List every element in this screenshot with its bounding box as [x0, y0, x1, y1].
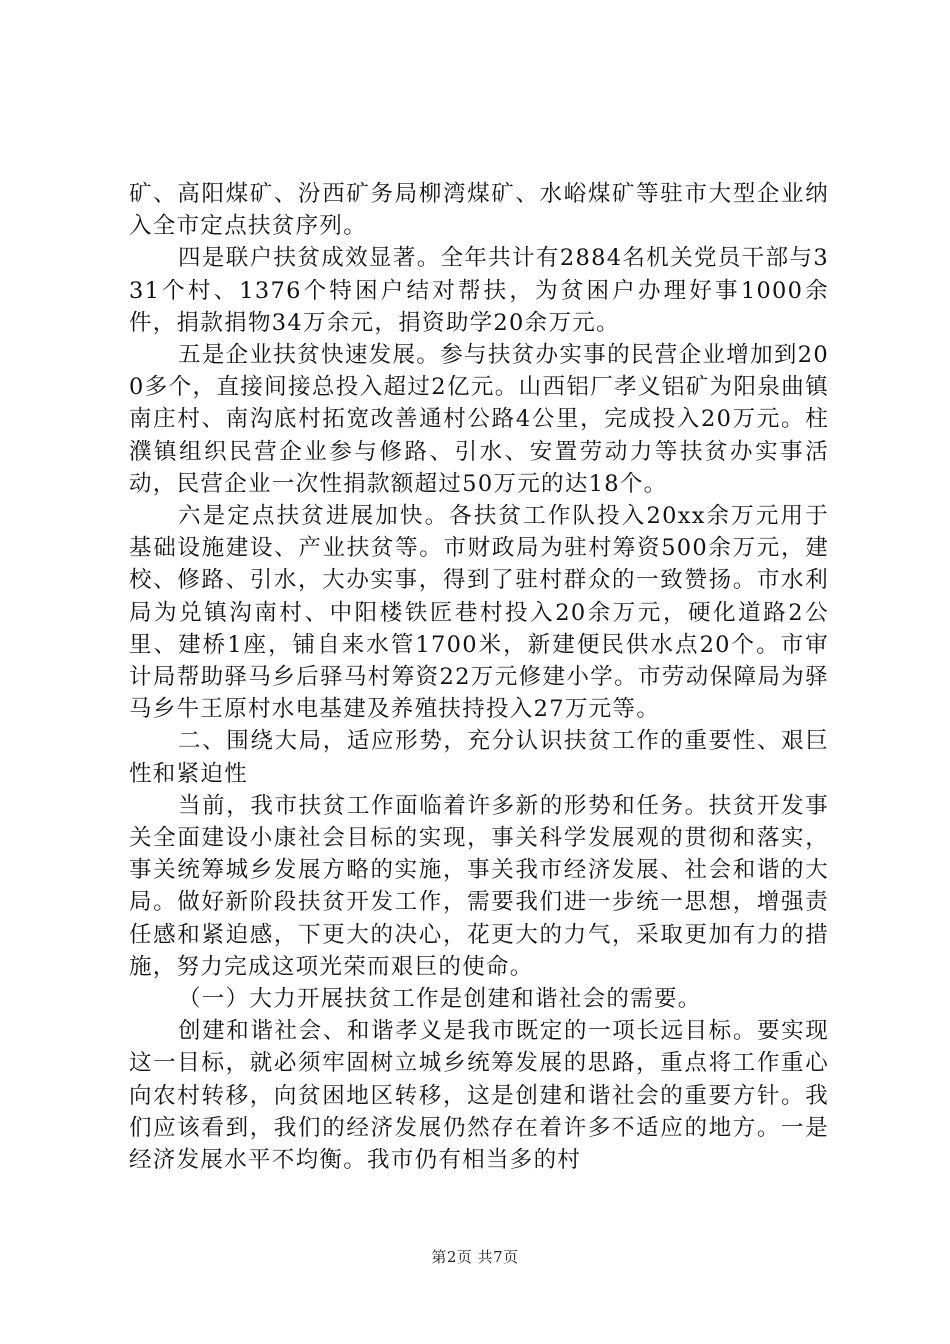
section-heading-two: 二、围绕大局，适应形势，充分认识扶贫工作的重要性、艰巨性和紧迫性 [129, 728, 829, 787]
paragraph-enterprise-poverty-relief: 五是企业扶贫快速发展。参与扶贫办实事的民营企业增加到200多个，直接间接总投入超过2亿元。山西铝厂孝义铝矿为阳泉曲镇南庄村、南沟底村拓宽改善通村公路4公里，完成投入20万元。柱濮镇组织民营企业参与修路、引水、安置劳动力等扶贫办实事活动，民营企业一次性捐款额超过50万元的达18个。 [129, 342, 829, 497]
paragraph-household-poverty-relief: 四是联户扶贫成效显著。全年共计有2884名机关党员干部与331个村、1376个特困户结对帮扶，为贫困户办理好事1000余件，捐款捐物34万余元，捐资助学20余万元。 [129, 245, 829, 336]
subheading-one: （一）大力开展扶贫工作是创建和谐社会的需要。 [178, 986, 702, 1013]
paragraph-harmonious-society: 创建和谐社会、和谐孝义是我市既定的一项长远目标。要实现这一目标，就必须牢固树立城乡统筹发展的思路，重点将工作重心向农村转移，向贫困地区转移，这是创建和谐社会的重要方针。我们应该看到，我们的经济发展仍然存在着许多不适应的地方。一是经济发展水平不均衡。我市仍有相当多的村 [129, 1018, 829, 1174]
paragraph-continued: 矿、高阳煤矿、汾西矿务局柳湾煤矿、水峪煤矿等驻市大型企业纳入全市定点扶贫序列。 [129, 181, 829, 240]
paragraph-current-situation: 当前，我市扶贫工作面临着许多新的形势和任务。扶贫开发事关全面建设小康社会目标的实现，事关科学发展观的贯彻和落实，事关统筹城乡发展方略的实施，事关我市经济发展、社会和谐的大局。做好新阶段扶贫开发工作，需要我们进一步统一思想，增强责任感和紧迫感，下更大的决心，花更大的力气，采取更加有力的措施，努力完成这项光荣而艰巨的使命。 [129, 792, 829, 980]
paragraph-targeted-poverty-relief: 六是定点扶贫进展加快。各扶贫工作队投入20xx余万元用于基础设施建设、产业扶贫等。市财政局为驻村筹资500余万元，建校、修路、引水，大办实事，得到了驻村群众的一致赞扬。市水利局为兑镇沟南村、中阳楼铁匠巷村投入20余万元，硬化道路2公里、建桥1座，铺自来水管1700米，新建便民供水点20个。市审计局帮助驿马乡后驿马村筹资22万元修建小学。市劳动保障局为驿马乡牛王原村水电基建及养殖扶持投入27万元等。 [129, 503, 829, 723]
page-number-footer: 第2页 共7页 [431, 1248, 519, 1266]
document-body [129, 178, 829, 1176]
